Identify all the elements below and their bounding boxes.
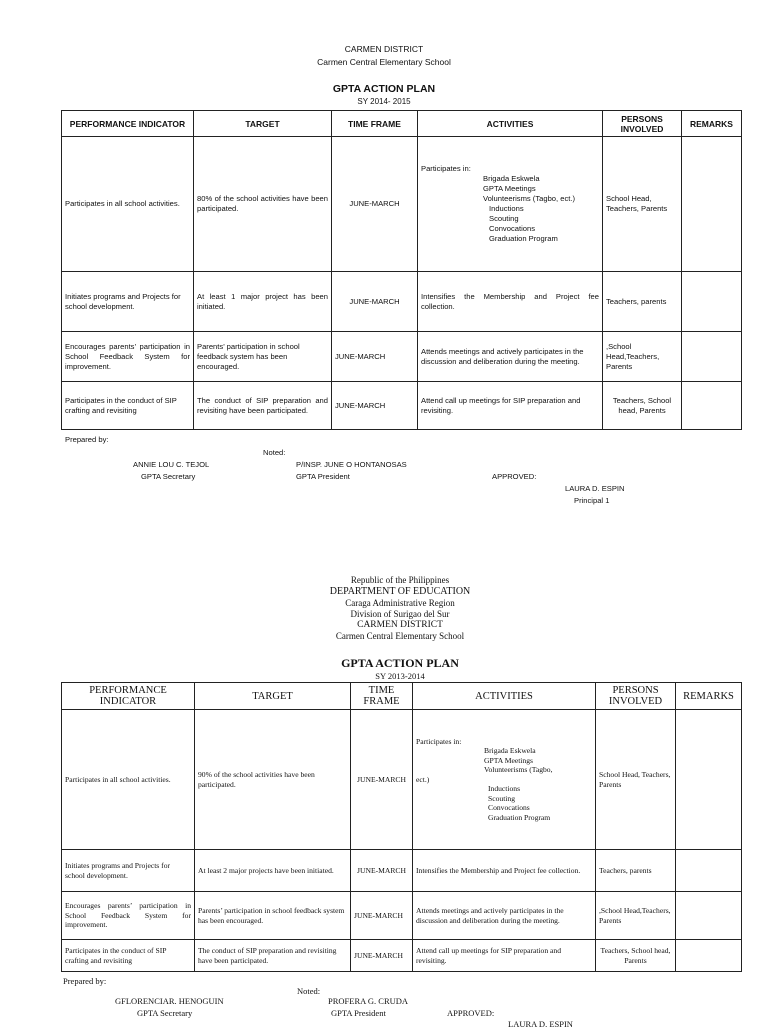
target-cell: At least 2 major projects have been initiated. [195,850,351,892]
activities-cell [418,137,603,272]
col-header-indicator: PERFORMANCE INDICATOR [62,111,194,137]
remarks-cell [676,710,742,850]
activities-cell: Attend call up meetings for SIP preparation and revisiting. [413,940,596,972]
division-name: Division of Surigao del Sur [350,609,450,619]
col-header-remarks: REMARKS [676,683,742,710]
timeframe-cell: JUNE-MARCH [332,272,418,332]
indicator-cell: Encourages parents’ participation in School Feedback System for improvement. [62,892,195,940]
indicator-cell: Participates in the conduct of SIP crafting and revisiting [62,382,194,430]
col-header-activities: ACTIVITIES [413,683,596,710]
col-header-timeframe: TIME FRAME [351,683,413,710]
secretary-name: ANNIE LOU C. TEJOL [133,460,210,469]
target-cell: 90% of the school activities have been participated. [195,710,351,850]
district-name: CARMEN DISTRICT [357,620,443,630]
principal-title: Principal 1 [574,496,610,505]
indicator-cell: Initiates programs and Projects for school development. [62,272,194,332]
target-cell: At least 1 major project has been initiated. [194,272,332,332]
plan-title: GPTA ACTION PLAN [332,83,436,95]
table-header-row [62,111,742,137]
table-row [62,137,742,272]
col-header-target: TARGET [195,683,351,710]
school-year: SY 2013-2014 [375,671,425,681]
school-year: SY 2014- 2015 [357,97,411,106]
activity-item: Scouting [489,214,519,223]
timeframe-cell: JUNE-MARCH [351,710,413,850]
noted-label: Noted: [263,448,286,457]
secretary-title: GPTA Secretary [137,1008,193,1018]
col-header-persons: PERSONS INVOLVED [603,111,682,137]
president-name: P/INSP. JUNE O HONTANOSAS [296,460,407,469]
persons-cell: Teachers, parents [603,272,682,332]
approved-label: APPROVED: [492,472,537,481]
noted-label: Noted: [297,986,321,996]
persons-cell: Teachers, parents [596,850,676,892]
col-header-activities: ACTIVITIES [418,111,603,137]
indicator-cell: Encourages parents’ participation in School Feedback System for improvement. [62,332,194,382]
table-row [62,710,742,850]
persons-cell: Teachers, School head, Parents [596,940,676,972]
remarks-cell [682,332,742,382]
activity-item: GPTA Meetings [483,184,536,193]
activities-cell: Attends meetings and actively participates in the discussion and deliberation during the meeting. [418,332,603,382]
table-row [62,382,742,430]
col-header-target: TARGET [194,111,332,137]
remarks-cell [676,940,742,972]
activities-cell: Attends meetings and actively participates in the discussion and deliberation during the meeting. [413,892,596,940]
target-cell: 80% of the school activities have been participated. [194,137,332,272]
timeframe-cell: JUNE-MARCH [351,940,413,972]
remarks-cell [676,892,742,940]
district-name: CARMEN DISTRICT [344,44,424,54]
republic-label: Republic of the Philippines [350,575,450,585]
target-cell: The conduct of SIP preparation and revisiting have been participated. [194,382,332,430]
timeframe-cell: JUNE-MARCH [332,382,418,430]
activities-intro: Participates in: [421,164,471,173]
activity-item: Graduation Program [488,812,551,822]
table-row [62,892,742,940]
indicator-cell: Initiates programs and Projects for school development. [62,850,195,892]
remarks-cell [682,137,742,272]
persons-cell: School Head, Teachers, Parents [596,710,676,850]
persons-cell: ,School Head,Teachers, Parents [603,332,682,382]
school-name: Carmen Central Elementary School [335,631,465,641]
indicator-cell: Participates in the conduct of SIP crafting and revisiting [62,940,195,972]
timeframe-cell: JUNE-MARCH [332,137,418,272]
col-header-persons: PERSONS INVOLVED [596,683,676,710]
plan-title: GPTA ACTION PLAN [341,656,459,670]
school-name: Carmen Central Elementary School [317,57,451,67]
timeframe-cell: JUNE-MARCH [351,850,413,892]
prepared-by-label: Prepared by: [65,435,109,444]
prepared-by-label: Prepared by: [63,976,107,986]
persons-cell: Teachers, School head, Parents [603,382,682,430]
table-row [62,332,742,382]
remarks-cell [676,850,742,892]
activity-item: Brigada Eskwela [483,174,540,183]
activity-item: Volunteerisms (Tagbo, [484,765,553,775]
department-name: DEPARTMENT OF EDUCATION [329,586,471,597]
timeframe-cell: JUNE-MARCH [351,892,413,940]
activity-item: Brigada Eskwela [484,746,536,756]
timeframe-cell: JUNE-MARCH [332,332,418,382]
table-row [62,940,742,972]
activity-item: Graduation Program [489,234,558,243]
activity-item: Convocations [489,224,536,233]
activities-intro: Participates in: [416,736,462,746]
activity-item: ect.) [416,774,430,784]
president-title: GPTA President [331,1008,386,1018]
action-plan-table-2013 [61,682,742,972]
remarks-cell [682,272,742,332]
president-title: GPTA President [296,472,350,481]
principal-name: LAURA D. ESPIN [508,1019,573,1029]
table-row [62,850,742,892]
target-cell: The conduct of SIP preparation and revisiting have been participated. [195,940,351,972]
activity-item: Inductions [488,784,521,794]
indicator-cell: Participates in all school activities. [62,710,195,850]
persons-cell: ,School Head,Teachers, Parents [596,892,676,940]
activities-cell: Attend call up meetings for SIP preparation and revisiting. [418,382,603,430]
principal-name: LAURA D. ESPIN [565,484,625,493]
col-header-indicator: PERFORMANCE INDICATOR [62,683,195,710]
remarks-cell [682,382,742,430]
secretary-title: GPTA Secretary [141,472,196,481]
president-name: PROFERA G. CRUDA [328,996,409,1006]
indicator-cell: Participates in all school activities. [62,137,194,272]
region-name: Caraga Administrative Region [345,598,455,608]
activity-item: Scouting [488,793,516,803]
action-plan-table-2014 [61,110,742,430]
activity-item: GPTA Meetings [484,755,533,765]
col-header-timeframe: TIME FRAME [332,111,418,137]
activities-cell: Intensifies the Membership and Project fee collection. [413,850,596,892]
activity-item: Convocations [488,803,530,813]
table-header-row [62,683,742,710]
col-header-remarks: REMARKS [682,111,742,137]
target-cell: Parents’ participation in school feedback system has been encouraged. [194,332,332,382]
activities-cell [413,710,596,850]
activity-item: Inductions [489,204,524,213]
persons-cell: School Head, Teachers, Parents [603,137,682,272]
approved-label: APPROVED: [447,1008,495,1018]
activities-cell: Intensifies the Membership and Project fee collection. [418,272,603,332]
activity-item: Volunteerisms (Tagbo, ect.) [483,194,576,203]
target-cell: Parents’ participation in school feedback system has been encouraged. [195,892,351,940]
secretary-name: GFLORENCIAR. HENOGUIN [115,996,224,1006]
table-row [62,272,742,332]
